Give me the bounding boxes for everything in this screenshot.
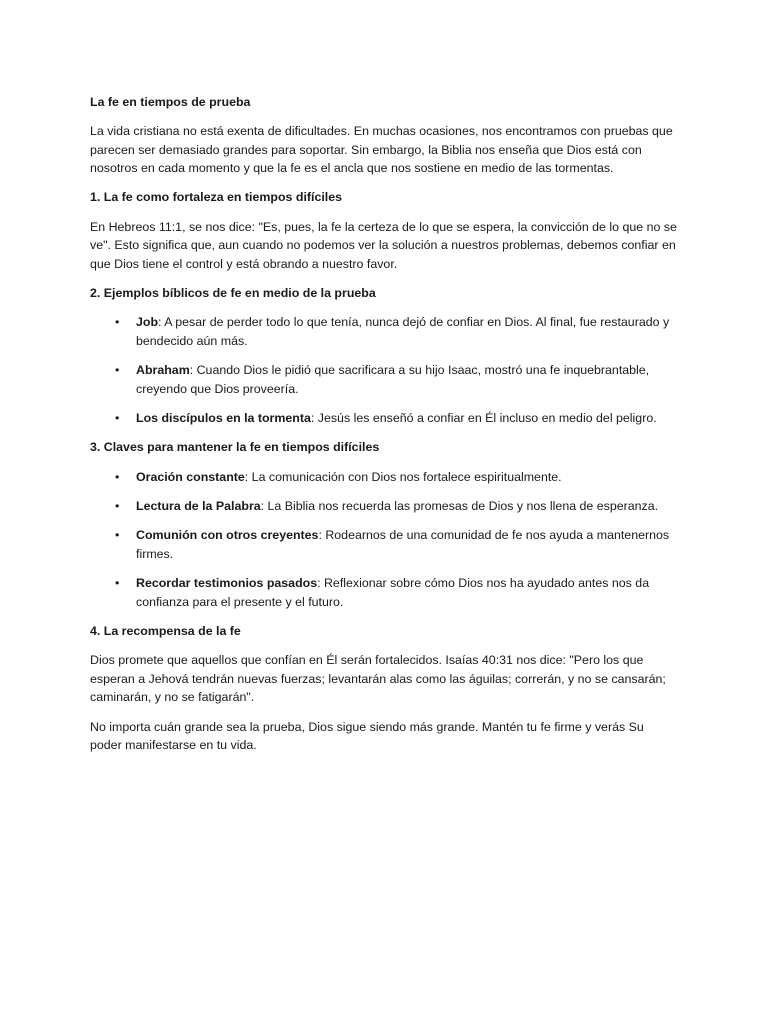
closing-paragraph: No importa cuán grande sea la prueba, Dios sigue siendo más grande. Mantén tu fe firme y verás Su poder manifestarse en tu vida. — [90, 719, 644, 753]
bullet-icon: • — [115, 498, 120, 513]
bullet-icon: • — [115, 528, 120, 543]
section-2-list — [90, 313, 678, 428]
list-item-term: Job — [136, 315, 159, 330]
list-item-text: : Jesús les enseñó a confiar en Él incluso en medio del peligro. — [310, 411, 657, 426]
list-item-term: Recordar testimonios pasados — [136, 575, 318, 590]
list-item-text: : La comunicación con Dios nos fortalece espiritualmente. — [244, 469, 562, 484]
list-item-term: Abraham — [136, 363, 190, 378]
list-item-term: Lectura de la Palabra — [136, 498, 261, 513]
bullet-icon: • — [115, 315, 120, 330]
list-item-text: : La Biblia nos recuerda las promesas de Dios y nos llena de esperanza. — [260, 498, 659, 513]
bullet-icon: • — [115, 469, 120, 484]
list-item — [115, 526, 678, 563]
bullet-icon: • — [115, 575, 120, 590]
section-2-heading: 2. Ejemplos bíblicos de fe en medio de la prueba — [90, 286, 376, 301]
section-3-list — [90, 468, 678, 612]
list-item-text: : Cuando Dios le pidió que sacrificara a su hijo Isaac, mostró una fe inquebrantable, creyendo que Dios proveería. — [136, 363, 650, 397]
section-4-heading: 4. La recompensa de la fe — [90, 623, 241, 638]
section-1-paragraph: En Hebreos 11:1, se nos dice: "Es, pues, la fe la certeza de lo que se espera, la convicción de lo que no se ve". Esto significa que, aun cuando no podemos ver la solución a nuestros problemas, debemos confiar en que Dios tiene el control y está obrando a nuestro favor. — [90, 219, 677, 272]
bullet-icon: • — [115, 363, 120, 378]
list-item-text: : Reflexionar sobre cómo Dios nos ha ayudado antes nos da confianza para el presente y el futuro. — [136, 575, 650, 609]
list-item — [115, 361, 678, 398]
document-title: La fe en tiempos de prueba — [90, 94, 251, 109]
list-item-term: Oración constante — [136, 469, 245, 484]
section-1-heading: 1. La fe como fortaleza en tiempos difíciles — [90, 190, 343, 205]
document-content — [90, 93, 678, 755]
list-item-term: Los discípulos en la tormenta — [136, 411, 311, 426]
list-item-text: : A pesar de perder todo lo que tenía, nunca dejó de confiar en Dios. Al final, fue restaurado y bendecido aún más. — [136, 315, 670, 349]
list-item — [115, 409, 678, 428]
section-4-paragraph: Dios promete que aquellos que confían en Él serán fortalecidos. Isaías 40:31 nos dice: "Pero los que esperan a Jehová tendrán nuevas fuerzas; levantarán alas como las águilas; correrán, y no se cansarán; caminarán, y no se fatigarán". — [90, 653, 666, 705]
list-item — [115, 497, 678, 516]
list-item — [115, 574, 678, 611]
bullet-icon: • — [115, 411, 120, 426]
list-item — [115, 313, 678, 350]
section-3-heading: 3. Claves para mantener la fe en tiempos difíciles — [90, 440, 380, 455]
list-item-term: Comunión con otros creyentes — [136, 528, 319, 543]
list-item-text: : Rodearnos de una comunidad de fe nos ayuda a mantenernos firmes. — [136, 528, 670, 561]
list-item — [115, 468, 678, 487]
intro-paragraph: La vida cristiana no está exenta de dificultades. En muchas ocasiones, nos encontramos con pruebas que parecen ser demasiado grandes para soportar. Sin embargo, la Biblia nos enseña que Dios está con nosotros en cada momento y que la fe es el ancla que nos sostiene en medio de las tormentas. — [90, 123, 673, 176]
